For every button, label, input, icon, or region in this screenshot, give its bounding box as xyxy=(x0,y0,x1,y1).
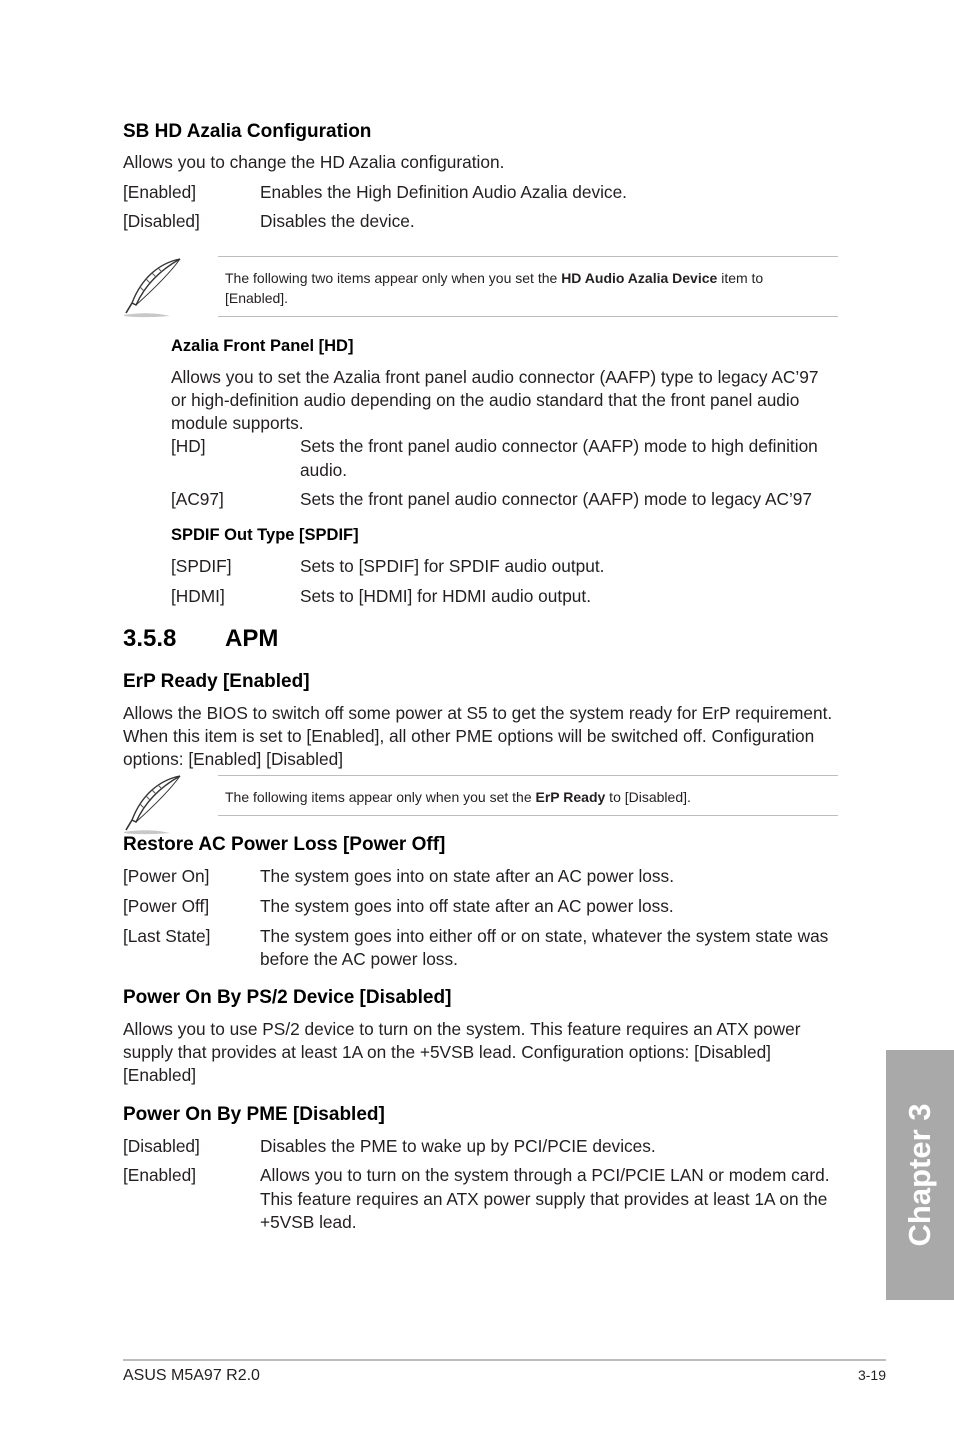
chapter-side-tab xyxy=(886,1050,954,1300)
note-text: The following items appear only when you set the ErP Ready to [Disabled]. xyxy=(225,789,691,805)
feather-note-icon xyxy=(120,772,186,838)
option-text: This feature requires an ATX power supply that provides at least 1A on the xyxy=(260,1189,828,1209)
erp-desc-line: options: [Enabled] [Disabled] xyxy=(123,749,343,769)
option-text: Enables the High Definition Audio Azalia device. xyxy=(260,182,627,202)
option-key: [Last State] xyxy=(123,926,211,946)
footer-model: ASUS M5A97 R2.0 xyxy=(123,1367,260,1384)
azalia-desc-line: Allows you to set the Azalia front panel audio connector (AAFP) type to legacy AC’97 xyxy=(171,367,819,387)
feather-note-icon xyxy=(120,255,186,321)
option-key: [Power On] xyxy=(123,866,210,886)
ps2-desc-line: [Enabled] xyxy=(123,1065,197,1085)
note-top-rule xyxy=(218,256,838,257)
note-text-line2: [Enabled]. xyxy=(225,290,289,306)
azalia-desc-line: module supports. xyxy=(171,413,304,433)
section-title: APM xyxy=(225,625,279,652)
heading-spdif-out-type: SPDIF Out Type [SPDIF] xyxy=(171,526,359,544)
azalia-desc-line: or high-definition audio depending on the audio standard that the front panel audio xyxy=(171,390,800,410)
heading-sb-hd-azalia: SB HD Azalia Configuration xyxy=(123,121,372,142)
footer-rule xyxy=(123,1359,886,1361)
option-text: Sets the front panel audio connector (AAFP) mode to high definition xyxy=(300,436,818,456)
option-key: [Disabled] xyxy=(123,211,200,231)
note-top-rule xyxy=(218,775,838,776)
heading-restore-ac-power-loss: Restore AC Power Loss [Power Off] xyxy=(123,834,446,855)
note-bottom-rule xyxy=(218,316,838,317)
heading-power-on-pme: Power On By PME [Disabled] xyxy=(123,1104,385,1125)
option-text: +5VSB lead. xyxy=(260,1212,357,1232)
option-key: [Power Off] xyxy=(123,896,210,916)
option-text: Sets to [HDMI] for HDMI audio output. xyxy=(300,586,592,606)
option-key: [Enabled] xyxy=(123,182,197,202)
option-key: [AC97] xyxy=(171,489,224,509)
option-text: The system goes into off state after an AC power loss. xyxy=(260,896,674,916)
option-text: audio. xyxy=(300,460,348,480)
option-key: [SPDIF] xyxy=(171,556,232,576)
option-text: Sets the front panel audio connector (AAFP) mode to legacy AC’97 xyxy=(300,489,813,509)
note-text: The following two items appear only when you set the HD Audio Azalia Device item to xyxy=(225,270,764,286)
section-number: 3.5.8 xyxy=(123,625,177,652)
sb-hd-description: Allows you to change the HD Azalia configuration. xyxy=(123,152,505,172)
option-text: The system goes into on state after an AC power loss. xyxy=(260,866,674,886)
option-key: [HDMI] xyxy=(171,586,225,606)
heading-azalia-front-panel: Azalia Front Panel [HD] xyxy=(171,337,354,355)
option-key: [Enabled] xyxy=(123,1165,197,1185)
option-text: The system goes into either off or on state, whatever the system state was xyxy=(260,926,829,946)
heading-erp-ready: ErP Ready [Enabled] xyxy=(123,671,310,692)
option-text: Disables the device. xyxy=(260,211,415,231)
option-text: Disables the PME to wake up by PCI/PCIE devices. xyxy=(260,1136,656,1156)
footer-page-number: 3-19 xyxy=(857,1367,886,1383)
note-bottom-rule xyxy=(218,815,838,816)
option-key: [HD] xyxy=(171,436,206,456)
erp-desc-line: Allows the BIOS to switch off some power at S5 to get the system ready for ErP requirement. xyxy=(123,703,833,723)
chapter-tab-label: Chapter 3 xyxy=(902,1103,937,1247)
option-text: Sets to [SPDIF] for SPDIF audio output. xyxy=(300,556,605,576)
erp-desc-line: When this item is set to [Enabled], all other PME options will be switched off. Configuration xyxy=(123,726,815,746)
option-text: before the AC power loss. xyxy=(260,949,458,969)
option-key: [Disabled] xyxy=(123,1136,200,1156)
option-text: Allows you to turn on the system through a PCI/PCIE LAN or modem card. xyxy=(260,1165,830,1185)
ps2-desc-line: supply that provides at least 1A on the +5VSB lead. Configuration options: [Disabled] xyxy=(123,1042,771,1062)
ps2-desc-line: Allows you to use PS/2 device to turn on the system. This feature requires an ATX power xyxy=(123,1019,801,1039)
heading-power-on-ps2: Power On By PS/2 Device [Disabled] xyxy=(123,987,452,1008)
